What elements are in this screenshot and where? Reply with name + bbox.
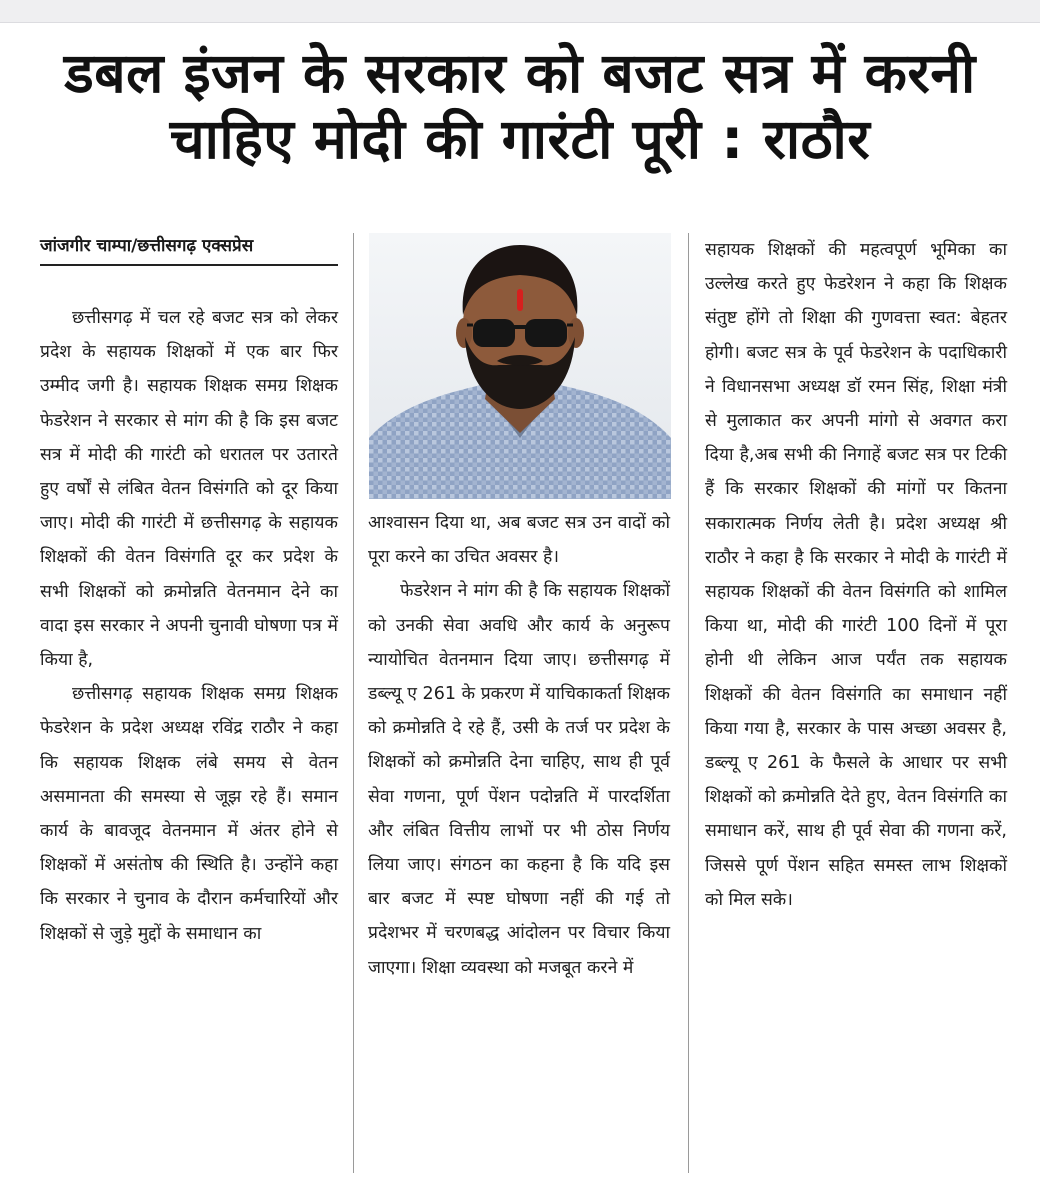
headline: [10, 40, 1030, 172]
column-rule-2: [688, 233, 689, 1173]
paragraph: सहायक शिक्षकों की महत्वपूर्ण भूमिका का उल्लेख करते हुए फेडरेशन ने कहा कि शिक्षक संतुष्ट होंगे तो शिक्षा की गुणवत्ता स्वत: बेहतर होगी। बजट सत्र के पूर्व फेडरेशन के पदाधिकारी ने विधानसभा अध्यक्ष डॉ रमन सिंह, शिक्षा मंत्री से मुलाकात कर अपनी मांगो से अवगत करा दिया है,अब सभी की निगाहें बजट सत्र पर टिकी हैं कि सरकार शिक्षकों की मांगों पर कितना सकारात्मक निर्णय लेती है। प्रदेश अध्यक्ष श्री राठौर ने कहा है कि सरकार ने मोदी के गारंटी में सहायक शिक्षकों की वेतन विसंगति को शामिल किया था, मोदी की गारंटी 100 दिनों में पूरा होनी थी लेकिन आज पर्यंत तक सहायक शिक्षकों की वेतन विसंगति का समाधान नहीं किया गया है, सरकार के पास अच्छा अवसर है, डब्ल्यू ए 261 के फैसले के आधार पर सभी शिक्षकों को क्रमोन्नति देते हुए, वेतन विसंगति का समाधान करें, साथ ही पूर्व सेवा की गणना करें, जिससे पूर्ण पेंशन सहित समस्त लाभ शिक्षकों को मिल सके।: [705, 240, 1007, 910]
portrait-illustration: [369, 233, 671, 499]
headline-line-2: चाहिए मोदी की गारंटी पूरी : राठौर: [169, 107, 871, 171]
headline-line-1: डबल इंजन के सरकार को बजट सत्र में करनी: [64, 41, 976, 105]
dateline: जांजगीर चाम्पा/छत्तीसगढ़ एक्सप्रेस: [40, 234, 338, 266]
column-1: [40, 301, 338, 951]
paragraph: छत्तीसगढ़ में चल रहे बजट सत्र को लेकर प्रदेश के सहायक शिक्षकों में एक बार फिर उम्मीद जगी है। सहायक शिक्षक समग्र शिक्षक फेडरेशन ने सरकार से मांग की है कि इस बजट सत्र में मोदी की गारंटी को धरातल पर उतारते हुए वर्षों से लंबित वेतन विसंगति को दूर किया जाए। मोदी की गारंटी में छत्तीसगढ़ के सहायक शिक्षकों की वेतन विसंगति दूर कर प्रदेश के सभी शिक्षकों को क्रमोन्नति वेतनमान देने का वादा इस सरकार ने अपनी चुनावी घोषणा पत्र में किया है,: [40, 308, 338, 671]
paragraph: फेडरेशन ने मांग की है कि सहायक शिक्षकों को उनकी सेवा अवधि और कार्य के अनुरूप न्यायोचित वेतनमान दिया जाए। छत्तीसगढ़ में डब्ल्यू ए 261 के प्रकरण में याचिकाकर्ता शिक्षक को क्रमोन्नति दे रहे हैं, उसी के तर्ज पर प्रदेश के शिक्षकों को क्रमोन्नति देना चाहिए, साथ ही पूर्व सेवा गणना, पूर्ण पेंशन पदोन्नति में पारदर्शिता और लंबित वित्तीय लाभों पर भी ठोस निर्णय लिया जाए। संगठन का कहना है कि यदि इस बार बजट में स्पष्ट घोषणा नहीं की गई तो प्रदेशभर में चरणबद्ध आंदोलन पर विचार किया जाएगा। शिक्षा व्यवस्था को मजबूत करने में: [368, 581, 670, 978]
column-2: [368, 506, 670, 985]
portrait-photo: [369, 233, 671, 499]
column-3: [705, 233, 1007, 917]
paragraph: छत्तीसगढ़ सहायक शिक्षक समग्र शिक्षक फेडरेशन के प्रदेश अध्यक्ष रविंद्र राठौर ने कहा कि सहायक शिक्षक लंबे समय से वेतन असमानता की समस्या से जूझ रहे हैं। समान कार्य के बावजूद वेतनमान में अंतर होने से शिक्षकों में असंतोष की स्थिति है। उन्होंने कहा कि सरकार ने चुनाव के दौरान कर्मचारियों और शिक्षकों से जुड़े मुद्दों के समाधान का: [40, 684, 338, 944]
column-rule-1: [353, 233, 354, 1173]
paragraph: आश्वासन दिया था, अब बजट सत्र उन वादों को पूरा करने का उचित अवसर है।: [368, 513, 670, 568]
viewer-top-bar: [0, 0, 1040, 23]
